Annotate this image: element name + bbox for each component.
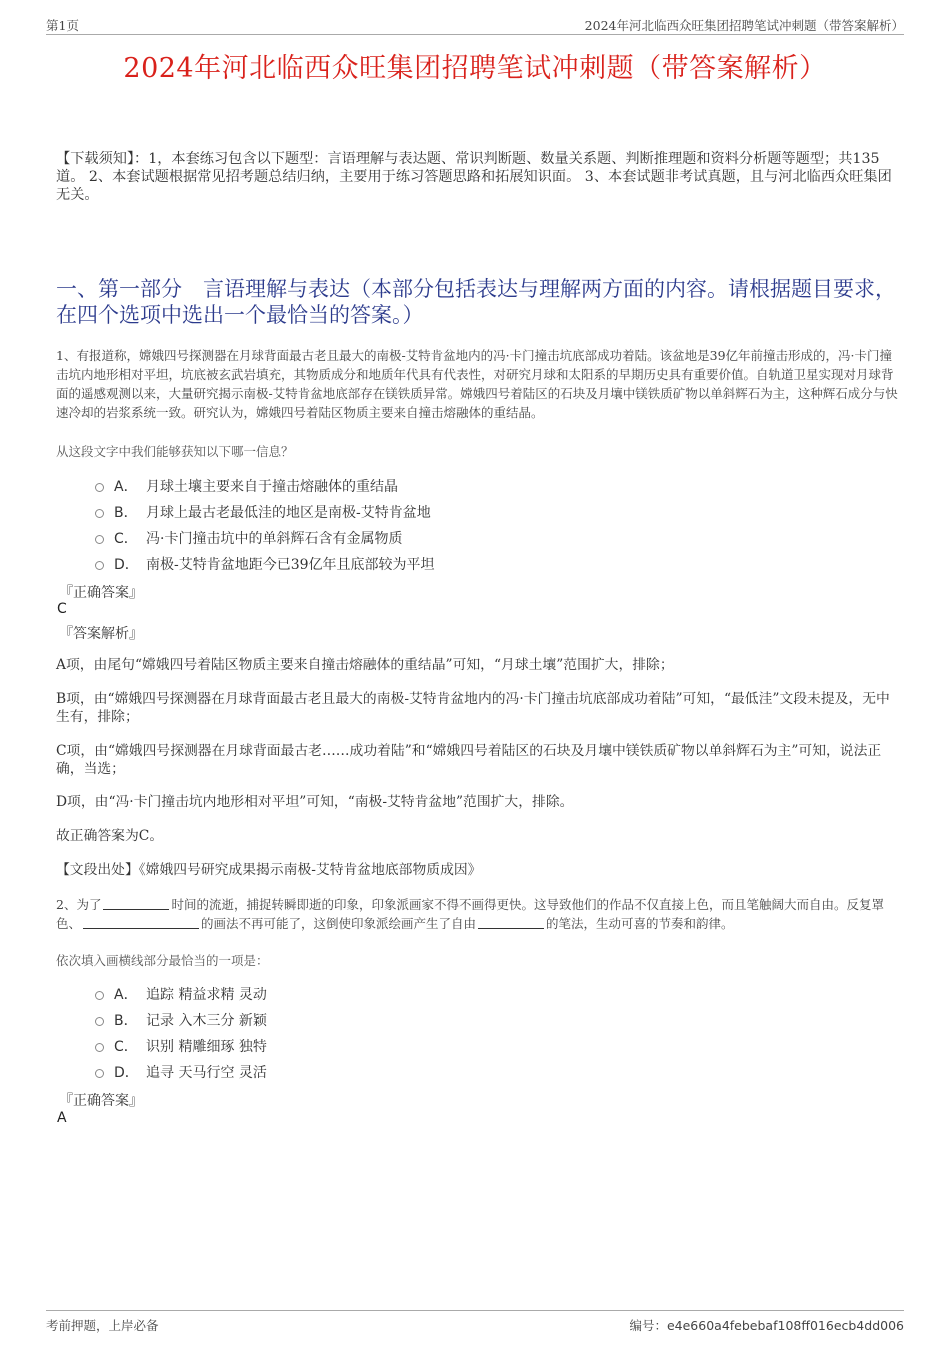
fill-blank xyxy=(478,916,544,929)
analysis-b: B项，由“嫦娥四号探测器在月球背面最古老且最大的南极-艾特肯盆地内的冯·卡门撞击坑底部成功着陆”可知，“最低洼”文段未提及，无中生有，排除； xyxy=(56,691,890,725)
radio-icon[interactable] xyxy=(95,483,104,492)
radio-icon[interactable] xyxy=(95,535,104,544)
option-c[interactable]: C． 冯·卡门撞击坑中的单斜辉石含有金属物质 xyxy=(95,525,435,551)
analysis-a: A项，由尾句“嫦娥四号着陆区物质主要来自撞击熔融体的重结晶”可知，“月球土壤”范围扩大，排除； xyxy=(56,657,674,673)
footer-doc-id: 编号：e4e660a4febebaf108ff016ecb4dd006 xyxy=(629,1318,904,1333)
radio-icon[interactable] xyxy=(95,1017,104,1026)
page-title: 2024年河北临西众旺集团招聘笔试冲刺题（带答案解析） xyxy=(123,53,827,84)
answer-label: 『正确答案』 xyxy=(59,585,143,601)
question-1-options xyxy=(95,473,435,577)
page-footer xyxy=(46,1310,904,1335)
source-note: 【文段出处】《嫦娥四号研究成果揭示南极-艾特肯盆地底部物质成因》 xyxy=(56,862,482,878)
analysis-conclusion: 故正确答案为C。 xyxy=(56,828,164,844)
radio-icon[interactable] xyxy=(95,561,104,570)
page-number: 第1页 xyxy=(46,18,79,33)
download-notice: 【下载须知】：1，本套练习包含以下题型：言语理解与表达题、常识判断题、数量关系题、判断推理题和资料分析题等题型；共135道。 2、本套试题根据常见招考题总结归纳，主要用于练习答题思路和拓展知识面。 3、本套试题非考试真题，且与河北临西众旺集团无关。 xyxy=(56,151,892,203)
option-b[interactable]: B． 月球上最古老最低洼的地区是南极-艾特肯盆地 xyxy=(95,499,435,525)
section-heading: 一、第一部分 言语理解与表达（本部分包括表达与理解两方面的内容。请根据题目要求，在四个选项中选出一个最恰当的答案。） xyxy=(56,277,896,327)
answer-value: C xyxy=(57,601,67,617)
answer-label: 『正确答案』 xyxy=(59,1093,143,1109)
option-a[interactable]: A． 月球土壤主要来自于撞击熔融体的重结晶 xyxy=(95,473,435,499)
page-header xyxy=(46,14,904,35)
fill-blank xyxy=(83,916,199,929)
option-d[interactable]: D． 南极-艾特肯盆地距今已39亿年且底部较为平坦 xyxy=(95,551,435,577)
analysis-label: 『答案解析』 xyxy=(59,626,143,642)
question-1-text: 1、有报道称，嫦娥四号探测器在月球背面最古老且最大的南极-艾特肯盆地内的冯·卡门撞击坑底部成功着陆。该盆地是39亿年前撞击形成的，冯·卡门撞击坑内地形相对平坦，坑底被玄武岩填充，其物质成分和地质年代具有代表性，对研究月球和太阳系的早期历史具有重要价值。自轨道卫星实现对月球背面的遥感观测以来，大量研究揭示南极-艾特肯盆地底部存在镁铁质异常。嫦娥四号着陆区的石块及月壤中镁铁质矿物以单斜辉石为主，这种辉石成分与快速冷却的岩浆系统一致。研究认为，嫦娥四号着陆区物质主要来自撞击熔融体的重结晶。 xyxy=(56,348,898,420)
radio-icon[interactable] xyxy=(95,1043,104,1052)
analysis-d: D项，由“冯·卡门撞击坑内地形相对平坦”可知，“南极-艾特肯盆地”范围扩大，排除。 xyxy=(56,794,574,810)
question-2-prompt: 依次填入画横线部分最恰当的一项是： xyxy=(56,953,269,968)
fill-blank xyxy=(103,897,169,910)
header-doc-title: 2024年河北临西众旺集团招聘笔试冲刺题（带答案解析） xyxy=(584,18,904,33)
option-d[interactable]: D． 追寻 天马行空 灵活 xyxy=(95,1059,267,1085)
option-a[interactable]: A． 追踪 精益求精 灵动 xyxy=(95,981,267,1007)
radio-icon[interactable] xyxy=(95,1069,104,1078)
radio-icon[interactable] xyxy=(95,509,104,518)
answer-value: A xyxy=(57,1110,67,1126)
analysis-c: C项，由“嫦娥四号探测器在月球背面最古老……成功着陆”和“嫦娥四号着陆区的石块及月壤中镁铁质矿物以单斜辉石为主”可知，说法正确，当选； xyxy=(56,743,882,777)
question-1-prompt: 从这段文字中我们能够获知以下哪一信息？ xyxy=(56,444,294,459)
radio-icon[interactable] xyxy=(95,991,104,1000)
footer-slogan: 考前押题，上岸必备 xyxy=(46,1318,159,1333)
option-b[interactable]: B． 记录 入木三分 新颖 xyxy=(95,1007,267,1033)
option-c[interactable]: C． 识别 精雕细琢 独特 xyxy=(95,1033,267,1059)
question-2-options xyxy=(95,981,267,1085)
question-2-text: 2、为了 时间的流逝，捕捉转瞬即逝的印象，印象派画家不得不画得更快。这导致他们的作品不仅直接上色，而且笔触阔大而自由。反复罩色、 的画法不再可能了，这倒使印象派绘画产生了自由 的笔法，生动可喜的节奏和韵律。 xyxy=(56,897,884,931)
